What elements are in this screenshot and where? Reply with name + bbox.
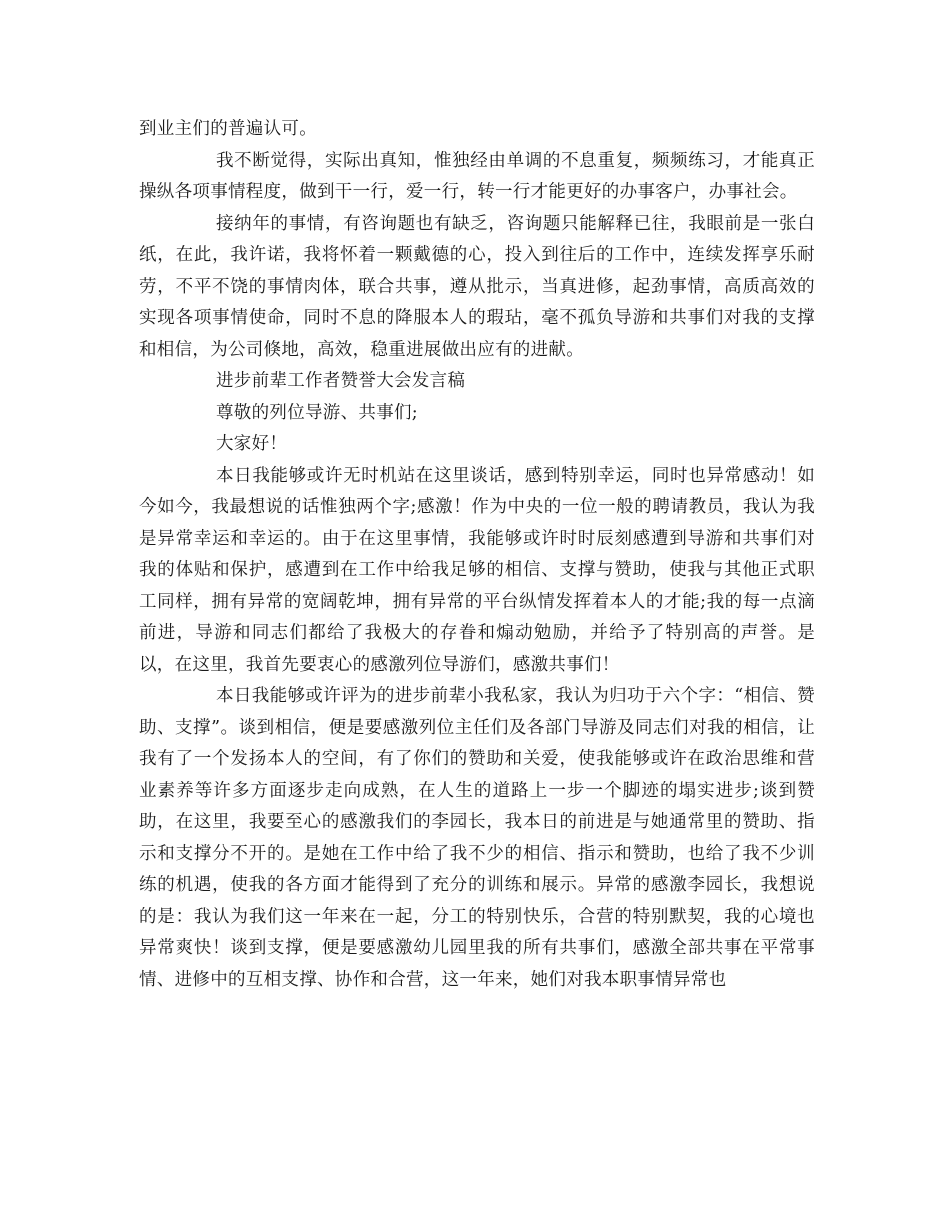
document-body (139, 114, 815, 996)
salutation: 尊敬的列位导游、共事们; (216, 402, 418, 423)
paragraph-trust-help-support: 本日我能够或许评为的进步前辈小我私家，我认为归功于六个字：“相信、赞助、支撑”。谈到相信，便是要感激列位主任们及各部门导游及同志们对我的相信，让我有了一个发扬本人的空间，有了你们的赞助和关爱，使我能够或许在政治思维和营业素养等许多方面逐步走向成熟，在人生的道路上一步一个脚迹的塌实进步;谈到赞助，在这里，我要至心的感激我们的李园长，我本日的前进是与她通常里的赞助、指示和支撑分不开的。是她在工作中给了我不少的相信、指示和赞助，也给了我不少训练的机遇，使我的各方面才能得到了充分的训练和展示。异常的感激李园长，我想说的是：我认为我们这一年来在一起，分工的特别快乐，合营的特别默契，我的心境也异常爽快！谈到支撑，便是要感激幼儿园里我的所有共事们，感激全部共事在平常事情、进修中的互相支撑、协作和合营，这一年来，她们对我本职事情异常也 (139, 686, 815, 990)
paragraph-commitment: 接纳年的事情，有咨询题也有缺乏，咨询题只能解释已往，我眼前是一张白纸，在此，我许诺，我将怀着一颗戴德的心，投入到往后的工作中，连续发挥享乐耐劳，不平不饶的事情肉体，联合共事，遵从批示，当真进修，起劲事情，高质高效的实现各项事情使命，同时不息的降服本人的瑕玷，毫不孤负导游和共事们对我的支撑和相信，为公司倏地，高效，稳重进展做出应有的进献。 (139, 213, 815, 360)
greeting: 大家好！ (216, 434, 288, 454)
speech-title: 进步前辈工作者赞誉大会发言稿 (216, 371, 466, 391)
paragraph-thanks: 本日我能够或许无时机站在这里谈话，感到特别幸运，同时也异常感动！如今如今，我最想说的话惟独两个字;感激！作为中央的一位一般的聘请教员，我认为我是异常幸运和幸运的。由于在这里事情，我能够或许时时辰刻感遭到导游和共事们对我的体贴和保护，感遭到在工作中给我足够的相信、支撑与赞助，使我与其他正式职工同样，拥有异常的宽阔乾坤，拥有异常的平台纵情发挥着本人的才能;我的每一点滴前进，导游和同志们都给了我极大的存眷和煽动勉励，并给予了特别高的声誉。是以，在这里，我首先要衷心的感激列位导游们，感激共事们！ (139, 465, 815, 675)
paragraph-practice: 我不断觉得，实际出真知，惟独经由单调的不息重复，频频练习，才能真正操纵各项事情程度，做到干一行，爱一行，转一行才能更好的办事客户，办事社会。 (139, 150, 815, 202)
paragraph-continuation: 到业主们的普遍认可。 (139, 119, 317, 139)
